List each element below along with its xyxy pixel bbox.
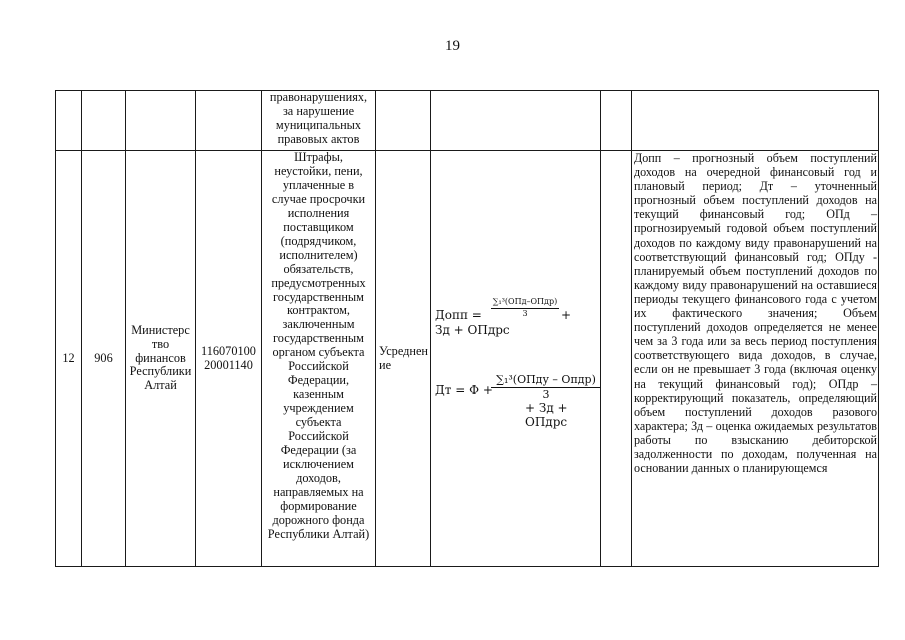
table-row-continuation xyxy=(56,91,879,151)
formula-forecast-denominator: 3 xyxy=(522,308,528,318)
formula-forecast-rest: Зд + ОПдрс xyxy=(435,322,510,337)
cell-rules: Допп – прогнозный объем поступлений доходов на очередной финансовый год и плановый период; Дт – уточненный прогнозный объем поступлений доходов на текущий финансовый год; ОПд – прогнозируемый годовой объем поступлений доходов по каждому виду правонарушений на соответствующий финансовый год; ОПду - планируемый объем поступлений доходов по каждому виду правонарушений на оставшиеся периоды текущего финансового года с учетом их фактического значения; Объем поступлений доходов определяется не менее чем за 3 года или за весь период поступления соответствующего вида доходов, в случае, если он не превышает 3 года (включая оценку на текущий финансовый год); ОПдр – корректирующий показатель, определяющий объем поступлений доходов разового характера; Зд – оценка ожидаемых результатов работы по взысканию дебиторской задолженности по доходам, полученная на основании данных о планирующемся xyxy=(632,151,879,567)
formula-forecast-plus: + xyxy=(561,307,572,322)
formula-forecast-numerator: ∑₁³(ОПд–ОПдр) xyxy=(491,297,559,309)
formula-forecast-fraction xyxy=(491,297,559,319)
cell-number: 12 xyxy=(56,151,82,567)
cell-administrator xyxy=(126,91,196,151)
cell-empty xyxy=(601,91,632,151)
formula-current-fraction xyxy=(491,373,601,401)
formula-current-numerator: ∑₁³(ОПду – Опдр) xyxy=(491,373,601,388)
cell-description: Штрафы, неустойки, пени, уплаченные в случае просрочки исполнения поставщиком (подрядчиком, исполнителем) обязательств, предусмотренных государственным контрактом, заключенным государственным органом субъекта Российской Федерации, казенным учреждением субъекта Российской Федерации (за исключением доходов, направляемых на формирование дорожного фонда Республики Алтай) xyxy=(262,151,376,567)
formula-forecast-lhs: Допп = xyxy=(435,307,482,322)
table-row-main xyxy=(56,151,879,567)
cell-formula xyxy=(431,91,601,151)
cell-code: 906 xyxy=(82,151,126,567)
formula-block xyxy=(433,296,598,429)
cell-kbk xyxy=(196,91,262,151)
formula-current-denominator: 3 xyxy=(542,387,550,401)
formula-current-year xyxy=(433,372,598,429)
cell-administrator: Министерс тво финансов Республики Алтай xyxy=(126,151,196,567)
revenue-forecast-table xyxy=(55,90,879,567)
cell-kbk: 116070100 20001140 xyxy=(196,151,262,567)
formula-current-rest: + Зд + ОПдрс xyxy=(525,400,568,429)
cell-code xyxy=(82,91,126,151)
formula-forecast xyxy=(433,297,598,335)
page-number: 19 xyxy=(445,38,460,54)
cell-description: правонарушениях, за нарушение муниципальных правовых актов xyxy=(262,91,376,151)
cell-method xyxy=(376,91,431,151)
formula-current-lhs: Дт = Ф + xyxy=(435,382,493,397)
cell-formula xyxy=(431,151,601,567)
cell-empty xyxy=(601,151,632,567)
cell-number xyxy=(56,91,82,151)
cell-rules xyxy=(632,91,879,151)
cell-method: Усреднен ие xyxy=(376,151,431,567)
